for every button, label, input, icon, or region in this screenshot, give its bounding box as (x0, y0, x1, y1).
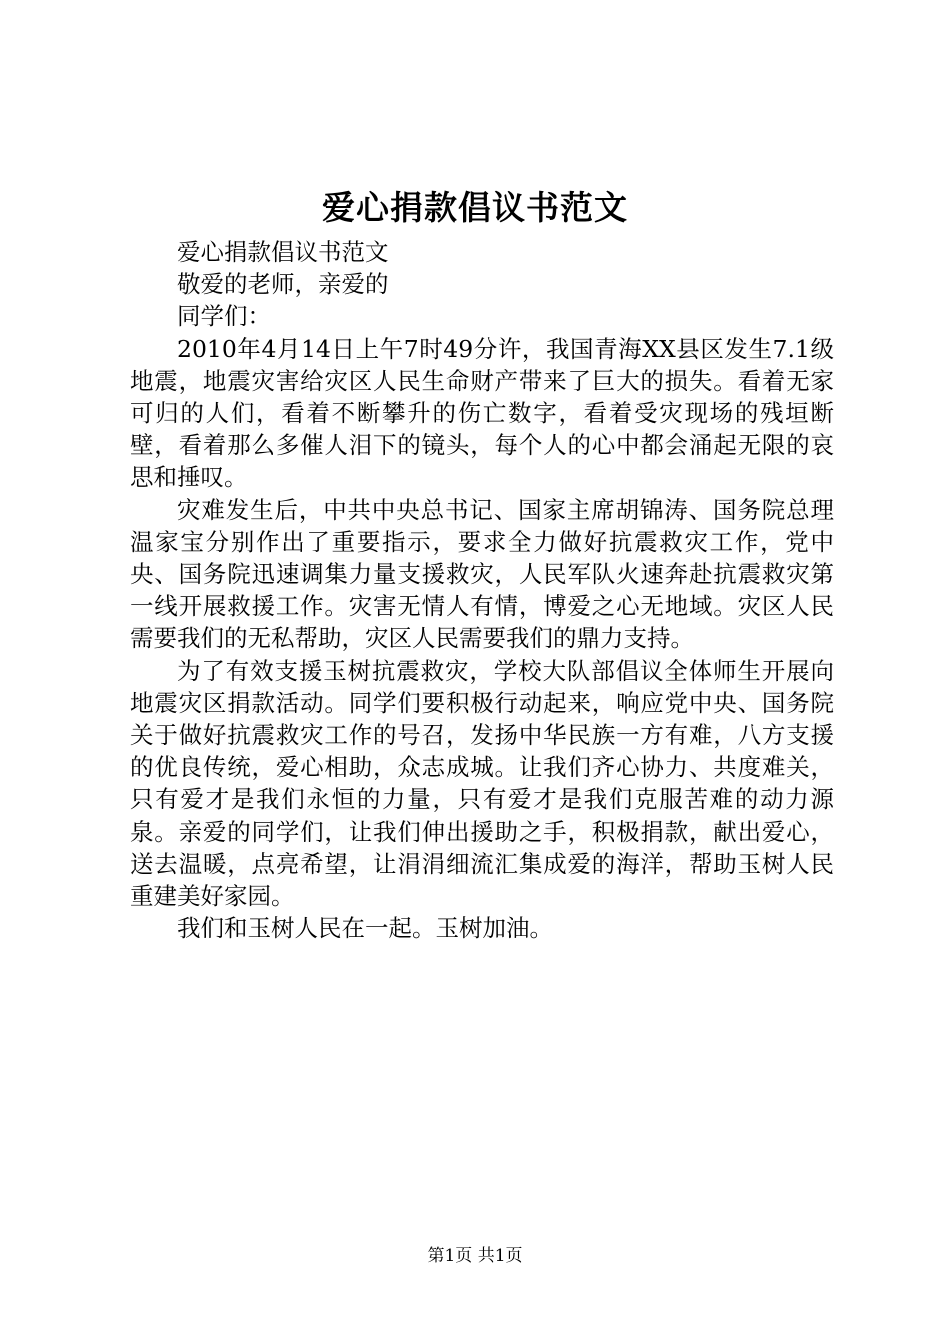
paragraph-salutation-1: 敬爱的老师，亲爱的 (177, 270, 389, 299)
paragraph-response: 灾难发生后，中共中央总书记、国家主席胡锦涛、国务院总理温家宝分别作出了重要指示，要求全力做好抗震救灾工作，党中央、国务院迅速调集力量支援救灾，人民军队火速奔赴抗震救灾第一线开展救援工作。灾害无情人有情，博爱之心无地域。灾区人民需要我们的无私帮助，灾区人民需要我们的鼎力支持。 (130, 495, 834, 653)
page-footer: 第1页 共1页 (427, 1246, 523, 1266)
document-title: 爱心捐款倡议书范文 (322, 188, 628, 227)
document-body (130, 236, 834, 944)
paragraph-closing: 我们和玉树人民在一起。玉树加油。 (177, 914, 553, 943)
paragraph-earthquake: 2010年4月14日上午7时49分许，我国青海XX县区发生7.1级地震，地震灾害给灾区人民生命财产带来了巨大的损失。看着无家可归的人们，看着不断攀升的伤亡数字，看着受灾现场的残垣断壁，看着那么多催人泪下的镜头，每个人的心中都会涌起无限的哀思和捶叹。 (130, 334, 834, 492)
paragraph-salutation-2: 同学们： (177, 302, 271, 331)
paragraph-heading: 爱心捐款倡议书范文 (177, 238, 389, 266)
paragraph-appeal: 为了有效支援玉树抗震救灾，学校大队部倡议全体师生开展向地震灾区捐款活动。同学们要积极行动起来，响应党中央、国务院关于做好抗震救灾工作的号召，发扬中华民族一方有难，八方支援的优良传统，爱心相助，众志成城。让我们齐心协力、共度难关，只有爱才是我们永恒的力量，只有爱才是我们克服苦难的动力源泉。亲爱的同学们，让我们伸出援助之手，积极捐款，献出爱心，送去温暖，点亮希望，让涓涓细流汇集成爱的海洋，帮助玉树人民重建美好家园。 (130, 656, 834, 911)
